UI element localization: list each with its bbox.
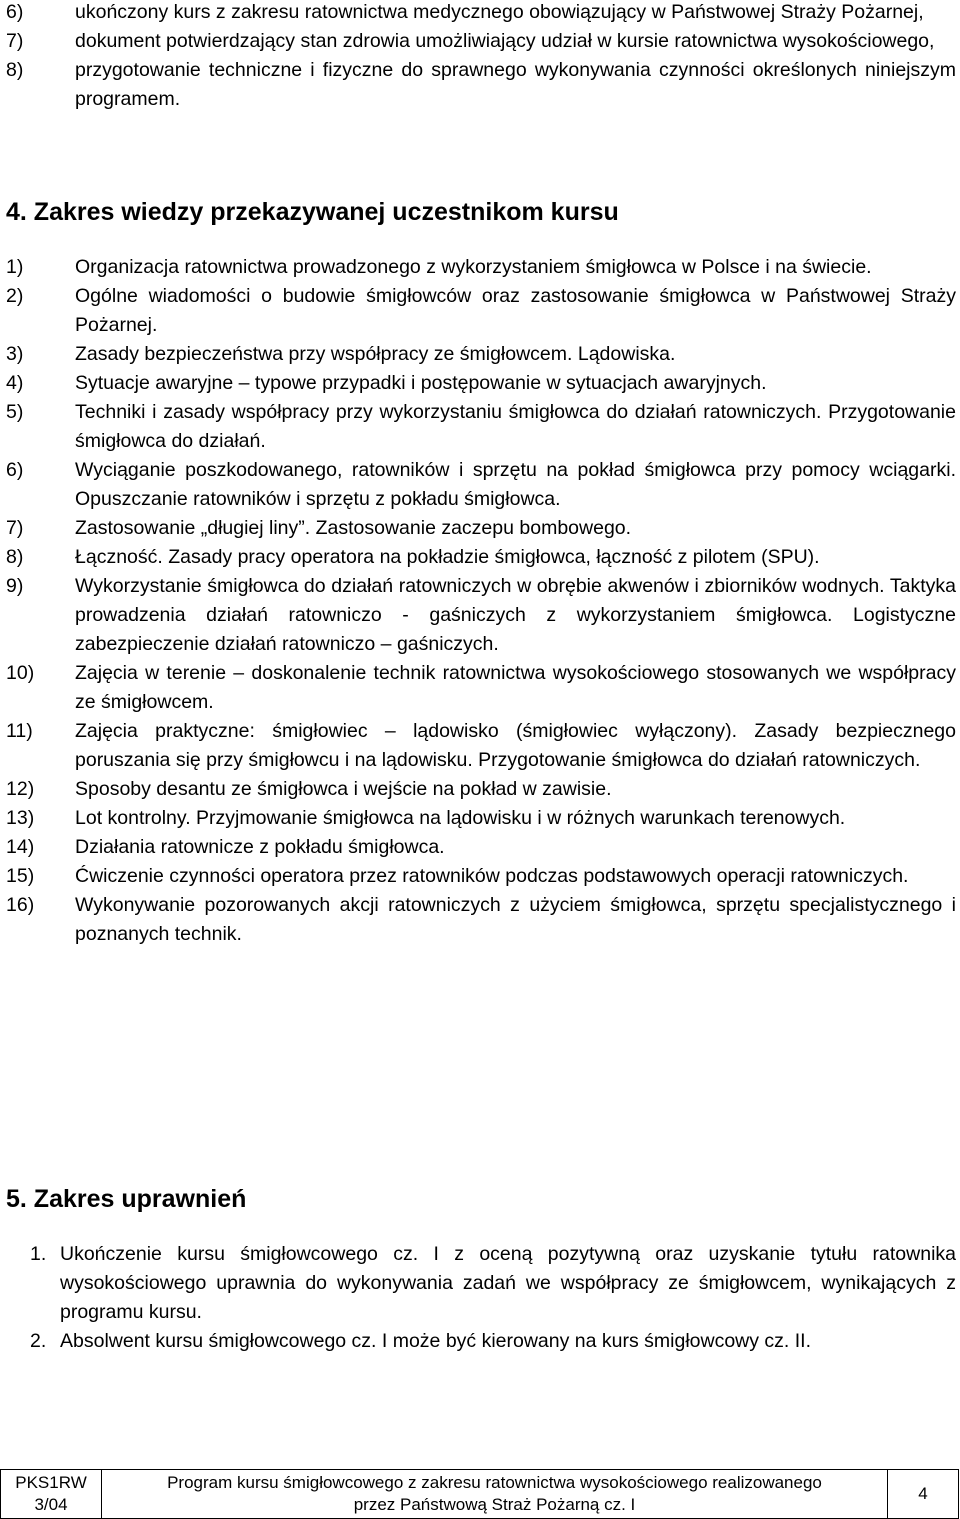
list-item-number: 8) — [6, 59, 24, 81]
list-item-text: Zasady bezpieczeństwa przy współpracy ze śmigłowcem. Lądowiska. — [75, 343, 676, 365]
section-4-heading: 4. Zakres wiedzy przekazywanej uczestnikom kursu — [6, 198, 619, 226]
list-item-number: 12) — [6, 778, 35, 800]
list-item-text: Organizacja ratownictwa prowadzonego z wykorzystaniem śmigłowca w Polsce i na świecie. — [75, 256, 872, 278]
list-item — [6, 340, 956, 369]
list-item-number: 6) — [6, 1, 24, 23]
list-item-number: 15) — [6, 865, 35, 887]
list-item-text: Sytuacje awaryjne – typowe przypadki i postępowanie w sytuacjach awaryjnych. — [75, 372, 767, 394]
list-item-text: Zastosowanie „długiej liny”. Zastosowanie zaczepu bombowego. — [75, 517, 632, 539]
section-4-knowledge-list — [6, 253, 956, 949]
section-5-permissions-list — [30, 1240, 956, 1356]
list-item-text: przygotowanie techniczne i fizyczne do sprawnego wykonywania czynności określonych niniejszym programem. — [75, 59, 956, 110]
list-item — [6, 514, 956, 543]
list-item-text: Wyciąganie poszkodowanego, ratowników i sprzętu na pokład śmigłowca przy pomocy wciągarki. Opuszczanie ratowników i sprzętu z pokładu śmigłowca. — [75, 459, 956, 510]
list-item-text: Zajęcia w terenie – doskonalenie technik ratownictwa wysokościowego stosowanych we współpracy ze śmigłowcem. — [75, 662, 956, 713]
list-item — [6, 775, 956, 804]
list-item-text: Absolwent kursu śmigłowcowego cz. I może być kierowany na kurs śmigłowcowy cz. II. — [60, 1330, 812, 1352]
list-item — [6, 717, 956, 775]
list-item — [30, 1240, 956, 1327]
list-item-number: 1) — [6, 256, 24, 278]
list-item — [6, 0, 956, 27]
list-item-text: Ogólne wiadomości o budowie śmigłowców oraz zastosowanie śmigłowca w Państwowej Straży Pożarnej. — [75, 285, 956, 336]
list-item — [30, 1327, 956, 1356]
list-item-number: 4) — [6, 372, 24, 394]
footer-document-title — [102, 1470, 888, 1518]
list-item-text: Ukończenie kursu śmigłowcowego cz. I z oceną pozytywną oraz uzyskanie tytułu ratownika wysokościowego uprawnia do wykonywania zadań we współpracy ze śmigłowcem, wynikających z programu kursu. — [60, 1243, 956, 1323]
page-number: 4 — [918, 1484, 928, 1503]
list-item-number: 7) — [6, 30, 24, 52]
list-item — [6, 572, 956, 659]
page-footer — [0, 1469, 959, 1519]
list-item-number: 5) — [6, 401, 24, 423]
list-item — [6, 543, 956, 572]
list-item-text: Sposoby desantu ze śmigłowca i wejście na pokład w zawisie. — [75, 778, 612, 800]
list-item-number: 8) — [6, 546, 24, 568]
list-item-text: Wykonywanie pozorowanych akcji ratowniczych z użyciem śmigłowca, sprzętu specjalistycznego i poznanych technik. — [75, 894, 956, 945]
list-item-text: Ćwiczenie czynności operatora przez ratowników podczas podstawowych operacji ratowniczych. — [75, 865, 909, 887]
section-5-heading: 5. Zakres uprawnień — [6, 1185, 247, 1213]
list-item-text: Łączność. Zasady pracy operatora na pokładzie śmigłowca, łączność z pilotem (SPU). — [75, 546, 820, 568]
list-item-number: 10) — [6, 662, 35, 684]
list-item — [6, 862, 956, 891]
list-item-number: 7) — [6, 517, 24, 539]
list-item-text: ukończony kurs z zakresu ratownictwa medycznego obowiązujący w Państwowej Straży Pożarnej, — [75, 1, 924, 23]
footer-title-line: przez Państwową Straż Pożarną cz. I — [353, 1495, 636, 1514]
list-item-number: 16) — [6, 894, 35, 916]
list-item-text: dokument potwierdzający stan zdrowia umożliwiający udział w kursie ratownictwa wysokościowego, — [75, 30, 935, 52]
list-item — [6, 282, 956, 340]
list-item — [6, 369, 956, 398]
list-item-number: 14) — [6, 836, 35, 858]
list-item — [6, 398, 956, 456]
list-item-number: 11) — [6, 720, 33, 742]
list-item — [6, 27, 956, 56]
list-item-number: 9) — [6, 575, 24, 597]
list-item — [6, 891, 956, 949]
list-item — [6, 456, 956, 514]
footer-code-line: 3/04 — [34, 1495, 68, 1514]
footer-code-line: PKS1RW — [15, 1473, 87, 1492]
list-item — [6, 659, 956, 717]
list-item-number: 6) — [6, 459, 24, 481]
list-item-number: 1. — [30, 1243, 47, 1265]
list-item-text: Wykorzystanie śmigłowca do działań ratowniczych w obrębie akwenów i zbiorników wodnych. Taktyka prowadzenia działań ratowniczo - gaśniczych z wykorzystaniem śmigłowca. Logistyczne zabezpieczenie działań ratowniczo – gaśniczych. — [75, 575, 956, 655]
list-item-text: Techniki i zasady współpracy przy wykorzystaniu śmigłowca do działań ratowniczych. Przygotowanie śmigłowca do działań. — [75, 401, 956, 452]
list-item — [6, 253, 956, 282]
list-item — [6, 804, 956, 833]
list-item-text: Działania ratownicze z pokładu śmigłowca. — [75, 836, 445, 858]
list-item-number: 13) — [6, 807, 35, 829]
list-item — [6, 56, 956, 114]
list-item-number: 2. — [30, 1330, 47, 1352]
list-item-number: 3) — [6, 343, 24, 365]
footer-page-number — [888, 1470, 958, 1518]
footer-document-code — [1, 1470, 102, 1518]
list-item — [6, 833, 956, 862]
list-item-number: 2) — [6, 285, 24, 307]
continued-requirements-list — [6, 0, 956, 114]
list-item-text: Zajęcia praktyczne: śmigłowiec – lądowisko (śmigłowiec wyłączony). Zasady bezpiecznego poruszania się przy śmigłowcu i na lądowisku. Przygotowanie śmigłowca do działań ratowniczych. — [75, 720, 956, 771]
footer-title-line: Program kursu śmigłowcowego z zakresu ratownictwa wysokościowego realizowanego — [167, 1473, 822, 1492]
list-item-text: Lot kontrolny. Przyjmowanie śmigłowca na lądowisku i w różnych warunkach terenowych. — [75, 807, 846, 829]
